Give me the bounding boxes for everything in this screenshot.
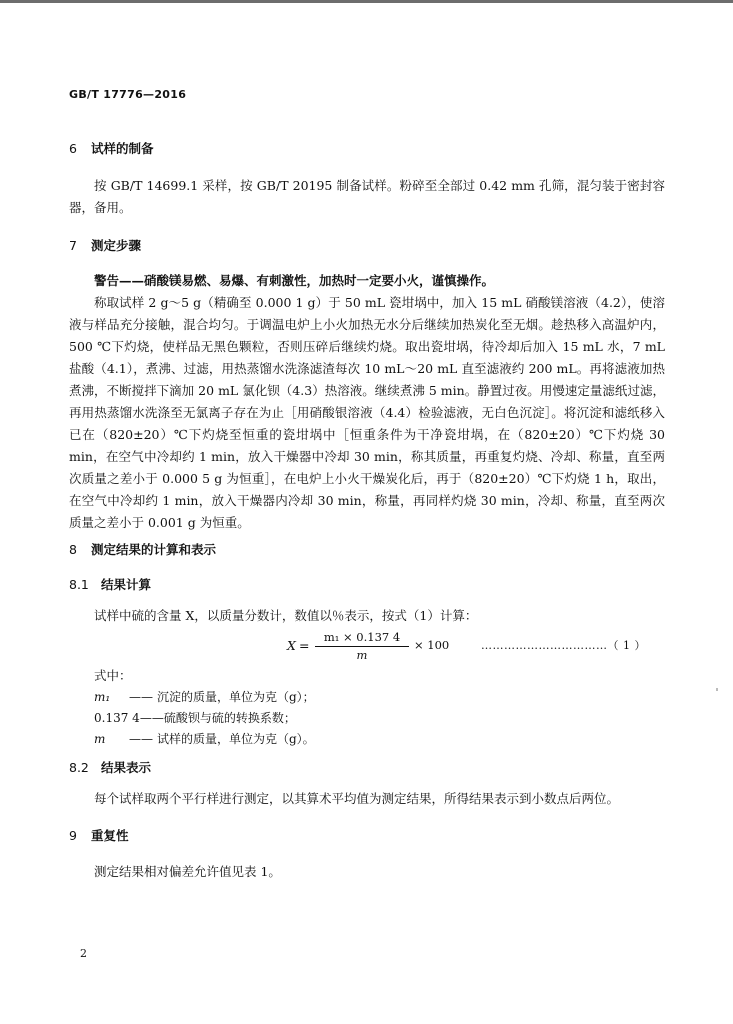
definition-symbol: m₁ — [94, 690, 111, 704]
section-8-number: 8 — [69, 542, 77, 557]
formula-equation-number: ……………………………（ 1 ） — [481, 639, 646, 652]
definition-text: 硫酸钡与硫的转换系数； — [163, 711, 296, 725]
section-8-2-heading — [69, 758, 151, 776]
scan-speck — [716, 688, 718, 691]
definition-conversion-factor — [94, 709, 296, 726]
formula-denominator: m — [356, 648, 368, 662]
section-9-title: 重复性 — [91, 828, 129, 843]
section-8-2-paragraph: 每个试样取两个平行样进行测定，以其算术平均值为测定结果，所得结果表示到小数点后两位。 — [94, 791, 620, 806]
formula-numerator: m₁ × 0.137 4 — [323, 630, 401, 644]
document-header-standard-id: GB/T 17776—2016 — [69, 88, 187, 101]
section-7-warning: 警告——硝酸镁易燃、易爆、有刺激性，加热时一定要小火，谨慎操作。 — [94, 273, 495, 288]
section-7-heading — [69, 236, 141, 254]
section-8-1-title: 结果计算 — [101, 577, 152, 592]
definition-dash: —— — [129, 690, 153, 704]
definition-dash: —— — [129, 732, 153, 746]
section-8-2-number: 8.2 — [69, 760, 89, 775]
section-9-number: 9 — [69, 828, 77, 843]
page-top-edge — [0, 0, 733, 3]
section-7-procedure-paragraph: 称取试样 2 g～5 g（精确至 0.000 1 g）于 50 mL 瓷坩埚中，加入 15 mL 硝酸镁溶液（4.2），使溶液与样品充分接触，混合均匀。于调温电炉上小火加热无水分后继续加热炭化至无烟。趁热移入高温炉内，500 ℃下灼烧，使样品无黑色颗粒，否则压碎后继续灼烧。取出瓷坩埚，待冷却后加入 15 mL 水，7 mL 盐酸（4.1），煮沸、过滤，用热蒸馏水洗涤滤渣每次 10 mL～20 mL 直至滤液约 200 mL。再将滤液加热煮沸，不断搅拌下滴加 20 mL 氯化钡（4.3）热溶液。继续煮沸 5 min。静置过夜。用慢速定量滤纸过滤，再用热蒸馏水洗涤至无氯离子存在为止［用硝酸银溶液（4.4）检验滤液，无白色沉淀］。将沉淀和滤纸移入已在（820±20）℃下灼烧至恒重的瓷坩埚中［恒重条件为干净瓷坩埚，在（820±20）℃下灼烧 30 min，在空气中冷却约 1 min，放入干燥器中冷却 30 min，称其质量，再重复灼烧、冷却、称量，直至两次质量之差小于 0.000 5 g 为恒重］，在电炉上小火干燥炭化后，再于（820±20）℃下灼烧 1 h，取出，在空气中冷却约 1 min，放入干燥器内冷却 30 min，称量，再同样灼烧 30 min，冷却、称量，直至两次质量之差小于 0.001 g 为恒重。 — [69, 295, 665, 530]
section-8-title: 测定结果的计算和表示 — [91, 542, 217, 557]
section-8-1-heading — [69, 575, 151, 593]
section-7-title: 测定步骤 — [91, 238, 142, 253]
section-6-paragraph: 按 GB/T 14699.1 采样，按 GB/T 20195 制备试样。粉碎至全部过 0.42 mm 孔筛，混匀装于密封容器，备用。 — [69, 178, 665, 215]
definition-dash: —— — [139, 711, 164, 725]
section-9-paragraph: 测定结果相对偏差允许值见表 1。 — [94, 864, 281, 879]
section-9-heading — [69, 826, 129, 844]
definition-text: 试样的质量，单位为克（g）。 — [157, 732, 315, 746]
section-6-heading — [69, 139, 154, 157]
section-8-heading — [69, 540, 216, 558]
where-label: 式中： — [94, 668, 132, 683]
section-7-number: 7 — [69, 238, 77, 253]
section-8-1-number: 8.1 — [69, 577, 89, 592]
calculation-intro: 试样中硫的含量 X，以质量分数计，数值以％表示，按式（1）计算： — [94, 608, 478, 623]
formula-1 — [287, 630, 450, 662]
formula-fraction-bar — [315, 646, 409, 647]
section-8-2-title: 结果表示 — [101, 760, 152, 775]
formula-equals: = — [299, 638, 310, 653]
formula-lhs-x: X — [287, 638, 296, 653]
page-number: 2 — [80, 947, 87, 960]
definition-symbol: 0.137 4 — [94, 711, 140, 725]
definition-text: 沉淀的质量，单位为克（g）； — [157, 690, 315, 704]
section-6-title: 试样的制备 — [91, 141, 154, 156]
formula-multiplier: × 100 — [414, 638, 450, 652]
definition-symbol: m — [94, 732, 106, 746]
section-6-number: 6 — [69, 141, 77, 156]
definition-m1 — [94, 688, 315, 705]
definition-m — [94, 730, 315, 747]
